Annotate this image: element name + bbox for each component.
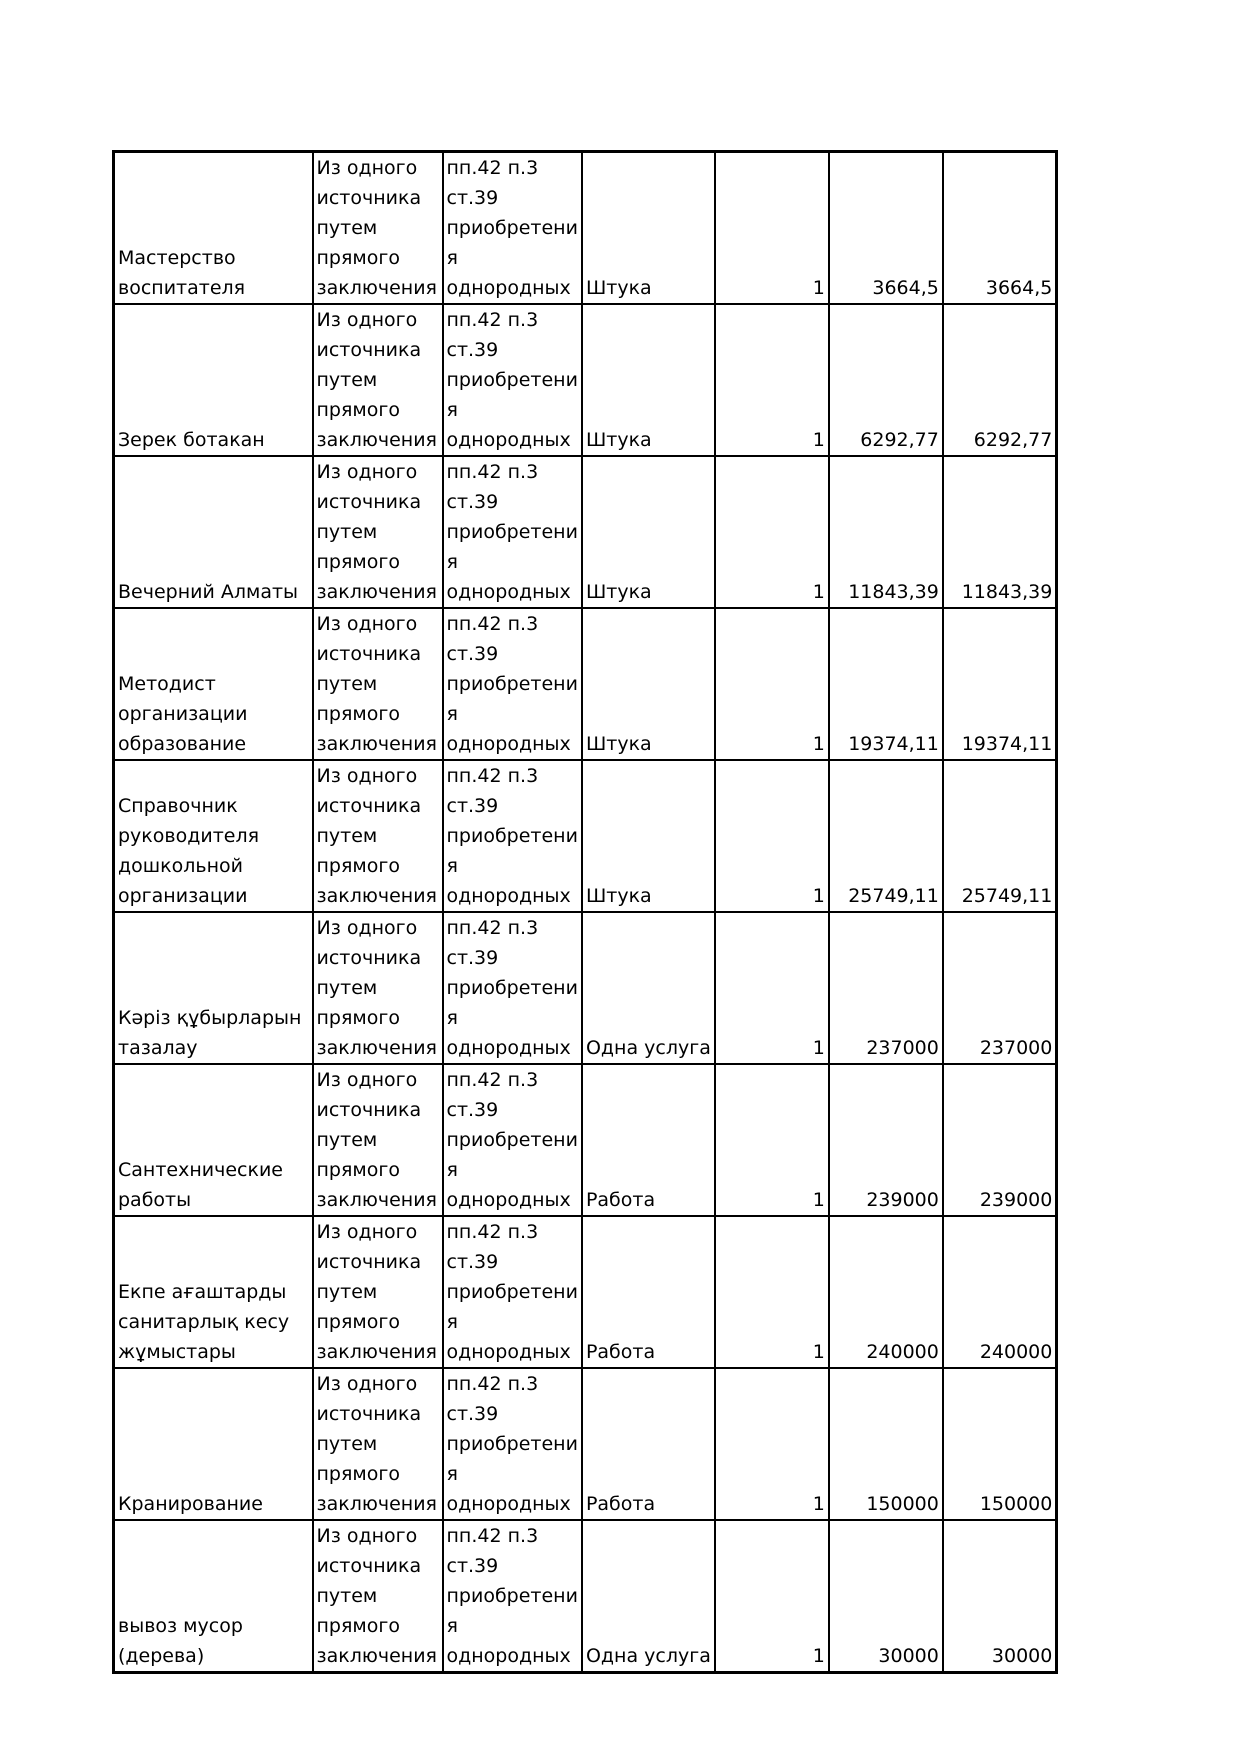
- legal-basis-line: приобретени: [446, 521, 578, 543]
- item-name-line: работы: [118, 1189, 192, 1211]
- procurement-method-cell: [313, 1520, 443, 1673]
- legal-basis-cell: [443, 456, 582, 608]
- procurement-method-cell: [313, 456, 443, 608]
- procurement-method-cell: [313, 912, 443, 1064]
- item-name-line: образование: [118, 733, 247, 755]
- legal-basis-line: однородных: [446, 1341, 571, 1363]
- legal-basis-line: ст.39: [446, 1251, 499, 1273]
- legal-basis-line: я: [446, 1615, 458, 1637]
- item-name-line: вывоз мусор: [118, 1615, 243, 1637]
- procurement-method-line: прямого: [316, 855, 400, 877]
- procurement-method-cell: [313, 1064, 443, 1216]
- total-cell: 3664,5: [943, 152, 1057, 305]
- legal-basis-line: ст.39: [446, 947, 499, 969]
- item-name-line: тазалау: [118, 1037, 198, 1059]
- legal-basis-cell: [443, 152, 582, 305]
- item-name-cell: [114, 760, 313, 912]
- legal-basis-line: пп.42 п.3: [446, 613, 539, 635]
- item-name-line: Кәріз құбырларын: [118, 1007, 302, 1029]
- procurement-method-line: прямого: [316, 399, 400, 421]
- quantity-cell: 1: [715, 152, 829, 305]
- quantity-cell: 1: [715, 1064, 829, 1216]
- legal-basis-cell: [443, 608, 582, 760]
- table-row: [114, 456, 1057, 608]
- quantity-cell: 1: [715, 1368, 829, 1520]
- legal-basis-line: ст.39: [446, 795, 499, 817]
- item-name-cell: [114, 456, 313, 608]
- procurement-method-line: источника: [316, 1099, 422, 1121]
- legal-basis-line: ст.39: [446, 1403, 499, 1425]
- price-cell: 3664,5: [829, 152, 943, 305]
- unit-value: Одна услуга: [585, 1645, 711, 1667]
- item-name-cell: [114, 1216, 313, 1368]
- procurement-method-line: путем: [316, 1281, 378, 1303]
- procurement-method-line: Из одного: [316, 1069, 418, 1091]
- item-name-line: руководителя: [118, 825, 260, 847]
- procurement-method-line: источника: [316, 187, 422, 209]
- legal-basis-cell: [443, 1064, 582, 1216]
- legal-basis-line: однородных: [446, 1037, 571, 1059]
- legal-basis-line: ст.39: [446, 187, 499, 209]
- legal-basis-line: однородных: [446, 733, 571, 755]
- procurement-method-line: источника: [316, 1403, 422, 1425]
- item-name-cell: [114, 304, 313, 456]
- table-row: [114, 1368, 1057, 1520]
- item-name-line: Сантехнические: [118, 1159, 283, 1181]
- procurement-method-line: путем: [316, 977, 378, 999]
- item-name-line: организации: [118, 703, 248, 725]
- procurement-method-line: заключения: [316, 1645, 437, 1667]
- unit-cell: [582, 456, 715, 608]
- procurement-method-line: Из одного: [316, 1373, 418, 1395]
- item-name-cell: [114, 1064, 313, 1216]
- unit-cell: [582, 912, 715, 1064]
- quantity-cell: 1: [715, 1216, 829, 1368]
- legal-basis-line: приобретени: [446, 1281, 578, 1303]
- procurement-method-line: Из одного: [316, 157, 418, 179]
- legal-basis-line: однородных: [446, 1189, 571, 1211]
- legal-basis-line: приобретени: [446, 673, 578, 695]
- total-cell: 6292,77: [943, 304, 1057, 456]
- procurement-method-line: путем: [316, 1129, 378, 1151]
- item-name-cell: [114, 152, 313, 305]
- item-name-line: Кранирование: [118, 1493, 263, 1515]
- legal-basis-line: пп.42 п.3: [446, 461, 539, 483]
- procurement-method-line: путем: [316, 1585, 378, 1607]
- procurement-method-cell: [313, 304, 443, 456]
- procurement-method-line: заключения: [316, 429, 437, 451]
- legal-basis-line: приобретени: [446, 1129, 578, 1151]
- legal-basis-line: я: [446, 855, 458, 877]
- procurement-method-line: заключения: [316, 1493, 437, 1515]
- price-cell: 25749,11: [829, 760, 943, 912]
- price-cell: 6292,77: [829, 304, 943, 456]
- item-name-line: Екпе ағаштарды: [118, 1281, 287, 1303]
- quantity-cell: 1: [715, 608, 829, 760]
- unit-value: Штука: [585, 429, 652, 451]
- legal-basis-cell: [443, 1216, 582, 1368]
- unit-value: Штука: [585, 277, 652, 299]
- procurement-method-line: Из одного: [316, 1221, 418, 1243]
- unit-cell: [582, 1064, 715, 1216]
- procurement-method-line: заключения: [316, 1341, 437, 1363]
- quantity-cell: 1: [715, 760, 829, 912]
- unit-value: Работа: [585, 1493, 656, 1515]
- unit-value: Штука: [585, 885, 652, 907]
- unit-cell: [582, 1520, 715, 1673]
- item-name-cell: [114, 1368, 313, 1520]
- procurement-method-line: путем: [316, 825, 378, 847]
- price-cell: 30000: [829, 1520, 943, 1673]
- legal-basis-cell: [443, 912, 582, 1064]
- legal-basis-line: однородных: [446, 277, 571, 299]
- legal-basis-cell: [443, 304, 582, 456]
- procurement-method-line: заключения: [316, 277, 437, 299]
- price-cell: 11843,39: [829, 456, 943, 608]
- legal-basis-line: я: [446, 1007, 458, 1029]
- procurement-method-line: прямого: [316, 1311, 400, 1333]
- table-row: [114, 760, 1057, 912]
- legal-basis-line: приобретени: [446, 369, 578, 391]
- legal-basis-line: ст.39: [446, 339, 499, 361]
- table-row: [114, 1064, 1057, 1216]
- procurement-method-line: источника: [316, 339, 422, 361]
- legal-basis-line: пп.42 п.3: [446, 917, 539, 939]
- total-cell: 237000: [943, 912, 1057, 1064]
- legal-basis-line: приобретени: [446, 1585, 578, 1607]
- unit-cell: [582, 608, 715, 760]
- legal-basis-line: приобретени: [446, 1433, 578, 1455]
- procurement-method-line: заключения: [316, 581, 437, 603]
- legal-basis-line: пп.42 п.3: [446, 1525, 539, 1547]
- table-row: [114, 1216, 1057, 1368]
- procurement-method-line: прямого: [316, 551, 400, 573]
- quantity-cell: 1: [715, 456, 829, 608]
- procurement-method-line: путем: [316, 673, 378, 695]
- legal-basis-line: я: [446, 1311, 458, 1333]
- table-row: [114, 152, 1057, 305]
- item-name-line: Вечерний Алматы: [118, 581, 299, 603]
- table-row: [114, 912, 1057, 1064]
- procurement-method-line: Из одного: [316, 461, 418, 483]
- legal-basis-line: однородных: [446, 885, 571, 907]
- procurement-method-line: заключения: [316, 1189, 437, 1211]
- item-name-line: Справочник: [118, 795, 238, 817]
- procurement-method-line: прямого: [316, 703, 400, 725]
- legal-basis-line: я: [446, 1463, 458, 1485]
- procurement-method-line: Из одного: [316, 309, 418, 331]
- legal-basis-cell: [443, 1520, 582, 1673]
- procurement-method-line: Из одного: [316, 917, 418, 939]
- quantity-cell: 1: [715, 1520, 829, 1673]
- legal-basis-line: ст.39: [446, 1099, 499, 1121]
- unit-cell: [582, 304, 715, 456]
- item-name-line: жұмыстары: [118, 1341, 236, 1363]
- unit-value: Одна услуга: [585, 1037, 711, 1059]
- procurement-method-cell: [313, 760, 443, 912]
- legal-basis-line: пп.42 п.3: [446, 1221, 539, 1243]
- legal-basis-line: ст.39: [446, 491, 499, 513]
- item-name-line: дошкольной: [118, 855, 243, 877]
- procurement-method-line: источника: [316, 1555, 422, 1577]
- price-cell: 240000: [829, 1216, 943, 1368]
- procurement-method-line: путем: [316, 1433, 378, 1455]
- price-cell: 19374,11: [829, 608, 943, 760]
- table-row: [114, 304, 1057, 456]
- unit-value: Работа: [585, 1341, 656, 1363]
- procurement-method-line: путем: [316, 217, 378, 239]
- procurement-method-line: путем: [316, 521, 378, 543]
- procurement-method-line: источника: [316, 795, 422, 817]
- procurement-method-line: прямого: [316, 247, 400, 269]
- price-cell: 239000: [829, 1064, 943, 1216]
- table-body: [114, 152, 1057, 1673]
- unit-value: Штука: [585, 733, 652, 755]
- unit-cell: [582, 1368, 715, 1520]
- procurement-method-line: заключения: [316, 1037, 437, 1059]
- procurement-method-cell: [313, 608, 443, 760]
- item-name-cell: [114, 912, 313, 1064]
- item-name-line: воспитателя: [118, 277, 246, 299]
- legal-basis-line: ст.39: [446, 1555, 499, 1577]
- legal-basis-line: однородных: [446, 1645, 571, 1667]
- item-name-line: Мастерство: [118, 247, 236, 269]
- price-cell: 237000: [829, 912, 943, 1064]
- legal-basis-line: пп.42 п.3: [446, 765, 539, 787]
- item-name-line: Зерек ботакан: [118, 429, 265, 451]
- item-name-cell: [114, 608, 313, 760]
- procurement-method-cell: [313, 152, 443, 305]
- legal-basis-line: однородных: [446, 429, 571, 451]
- legal-basis-line: я: [446, 1159, 458, 1181]
- item-name-line: организации: [118, 885, 248, 907]
- item-name-line: санитарлық кесу: [118, 1311, 290, 1333]
- legal-basis-line: однородных: [446, 1493, 571, 1515]
- legal-basis-line: приобретени: [446, 825, 578, 847]
- item-name-cell: [114, 1520, 313, 1673]
- unit-value: Штука: [585, 581, 652, 603]
- legal-basis-line: приобретени: [446, 977, 578, 999]
- legal-basis-line: я: [446, 247, 458, 269]
- legal-basis-line: пп.42 п.3: [446, 1069, 539, 1091]
- unit-cell: [582, 152, 715, 305]
- legal-basis-line: я: [446, 399, 458, 421]
- item-name-line: Методист: [118, 673, 216, 695]
- legal-basis-line: ст.39: [446, 643, 499, 665]
- total-cell: 30000: [943, 1520, 1057, 1673]
- legal-basis-line: пп.42 п.3: [446, 157, 539, 179]
- legal-basis-line: пп.42 п.3: [446, 309, 539, 331]
- legal-basis-line: я: [446, 703, 458, 725]
- table-row: [114, 1520, 1057, 1673]
- legal-basis-cell: [443, 1368, 582, 1520]
- unit-cell: [582, 1216, 715, 1368]
- table-row: [114, 608, 1057, 760]
- total-cell: 19374,11: [943, 608, 1057, 760]
- quantity-cell: 1: [715, 304, 829, 456]
- procurement-method-line: прямого: [316, 1615, 400, 1637]
- procurement-table: [112, 150, 1058, 1674]
- procurement-method-line: Из одного: [316, 1525, 418, 1547]
- total-cell: 25749,11: [943, 760, 1057, 912]
- procurement-method-cell: [313, 1216, 443, 1368]
- procurement-method-line: путем: [316, 369, 378, 391]
- procurement-method-line: источника: [316, 947, 422, 969]
- procurement-method-line: Из одного: [316, 765, 418, 787]
- procurement-method-line: источника: [316, 643, 422, 665]
- legal-basis-line: я: [446, 551, 458, 573]
- legal-basis-line: однородных: [446, 581, 571, 603]
- total-cell: 150000: [943, 1368, 1057, 1520]
- procurement-method-cell: [313, 1368, 443, 1520]
- total-cell: 11843,39: [943, 456, 1057, 608]
- price-cell: 150000: [829, 1368, 943, 1520]
- procurement-method-line: заключения: [316, 885, 437, 907]
- legal-basis-line: пп.42 п.3: [446, 1373, 539, 1395]
- legal-basis-cell: [443, 760, 582, 912]
- item-name-line: (дерева): [118, 1645, 205, 1667]
- quantity-cell: 1: [715, 912, 829, 1064]
- legal-basis-line: приобретени: [446, 217, 578, 239]
- total-cell: 240000: [943, 1216, 1057, 1368]
- procurement-method-line: источника: [316, 1251, 422, 1273]
- procurement-method-line: прямого: [316, 1463, 400, 1485]
- procurement-method-line: прямого: [316, 1007, 400, 1029]
- total-cell: 239000: [943, 1064, 1057, 1216]
- procurement-method-line: прямого: [316, 1159, 400, 1181]
- procurement-method-line: заключения: [316, 733, 437, 755]
- unit-value: Работа: [585, 1189, 656, 1211]
- unit-cell: [582, 760, 715, 912]
- procurement-method-line: источника: [316, 491, 422, 513]
- procurement-method-line: Из одного: [316, 613, 418, 635]
